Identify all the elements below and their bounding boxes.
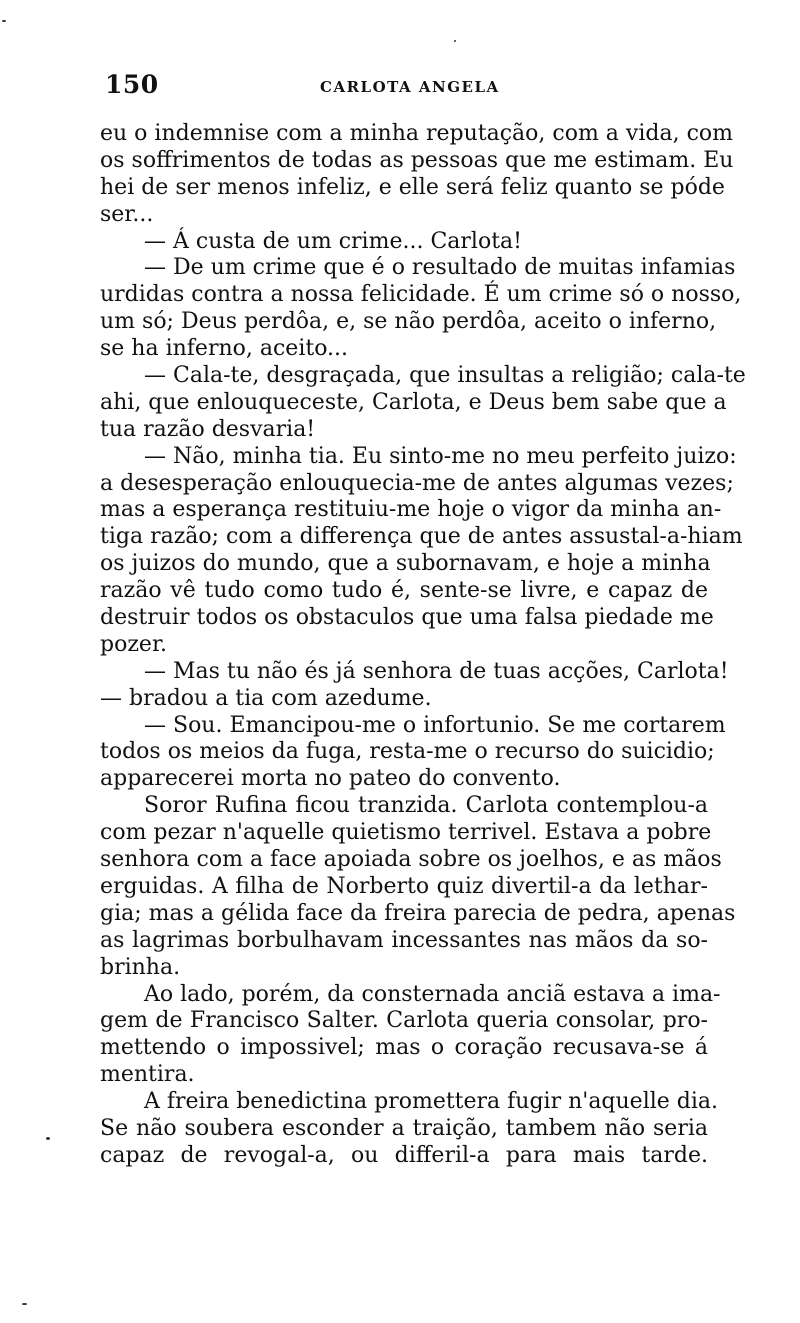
text-line: mas a esperança restituiu-me hoje o vigor da minha an- (100, 497, 722, 523)
page-number: 150 (105, 70, 159, 99)
text-line: capaz de revogal-a, ou differil-a para mais tarde. (100, 1142, 708, 1168)
text-line: — bradou a tia com azedume. (100, 685, 432, 711)
text-line: gem de Francisco Salter. Carlota queria consolar, pro- (100, 1008, 708, 1034)
ink-speck (454, 40, 456, 42)
text-line: — Sou. Emancipou-me o infortunio. Se me cortarem (144, 712, 726, 738)
text-line: urdidas contra a nossa felicidade. É um crime só o nosso, (100, 282, 742, 308)
text-line: — Mas tu não és já senhora de tuas acções, Carlota! (144, 658, 729, 684)
text-line: — Cala-te, desgraçada, que insultas a religião; cala-te (144, 363, 746, 389)
text-line: a desesperação enlouquecia-me de antes algumas vezes; (100, 470, 734, 496)
text-line: eu o indemnise com a minha reputação, com a vida, com (100, 121, 733, 146)
ink-speck (46, 1137, 50, 1140)
text-line: tua razão desvaria! (100, 416, 316, 442)
text-line: mettendo o impossivel; mas o coração recusava-se á (100, 1035, 708, 1061)
text-line: — Á custa de um crime... Carlota! (144, 228, 522, 254)
text-line: — Não, minha tia. Eu sinto-me no meu perfeito juizo: (144, 443, 737, 469)
text-line: se ha inferno, aceito... (100, 336, 349, 362)
text-line: destruir todos os obstaculos que uma falsa piedade me (100, 605, 714, 631)
body-text (100, 121, 746, 1170)
text-line: tiga razão; com a differença que de antes assustal-a-hiam (100, 524, 743, 550)
text-line: erguidas. A filha de Norberto quiz divertil-a da lethar- (100, 873, 708, 899)
text-line: Ao lado, porém, da consternada anciã estava a ima- (144, 981, 721, 1007)
text-line: os juizos do mundo, que a subornavam, e hoje a minha (100, 551, 711, 577)
text-line: Se não soubera esconder a traição, tambem não seria (100, 1115, 708, 1141)
text-line: as lagrimas borbulhavam incessantes nas mãos da so- (100, 927, 708, 953)
text-line: A freira benedictina promettera fugir n'aquelle dia. (144, 1089, 719, 1115)
text-line: um só; Deus perdôa, e, se não perdôa, aceito o inferno, (100, 309, 717, 335)
text-line: razão vê tudo como tudo é, sente-se livre, e capaz de (100, 578, 708, 604)
text-line: — De um crime que é o resultado de muitas infamias (144, 255, 736, 281)
text-line: gia; mas a gélida face da freira parecia de pedra, apenas (100, 900, 736, 926)
text-line: mentira. (100, 1062, 195, 1088)
text-line: apparecerei morta no pateo do convento. (100, 766, 561, 792)
text-line: todos os meios da fuga, resta-me o recurso do suicidio; (100, 739, 715, 765)
text-line: os soffrimentos de todas as pessoas que me estimam. Eu (100, 147, 734, 173)
text-line: Soror Rufina ficou tranzida. Carlota contemplou-a (144, 793, 708, 819)
text-line: brinha. (100, 954, 181, 980)
running-title: CARLOTA ANGELA (320, 78, 500, 96)
text-line: ahi, que enlouqueceste, Carlota, e Deus bem sabe que a (100, 389, 727, 415)
text-line: com pezar n'aquelle quietismo terrivel. Estava a pobre (100, 820, 712, 846)
ink-speck (2, 20, 6, 22)
text-line: ser... (100, 201, 154, 227)
text-line: senhora com a face apoiada sobre os joelhos, e as mãos (100, 847, 722, 873)
text-line: pozer. (100, 631, 168, 657)
text-line: hei de ser menos infeliz, e elle será feliz quanto se póde (100, 174, 725, 200)
ink-speck (22, 1303, 27, 1305)
